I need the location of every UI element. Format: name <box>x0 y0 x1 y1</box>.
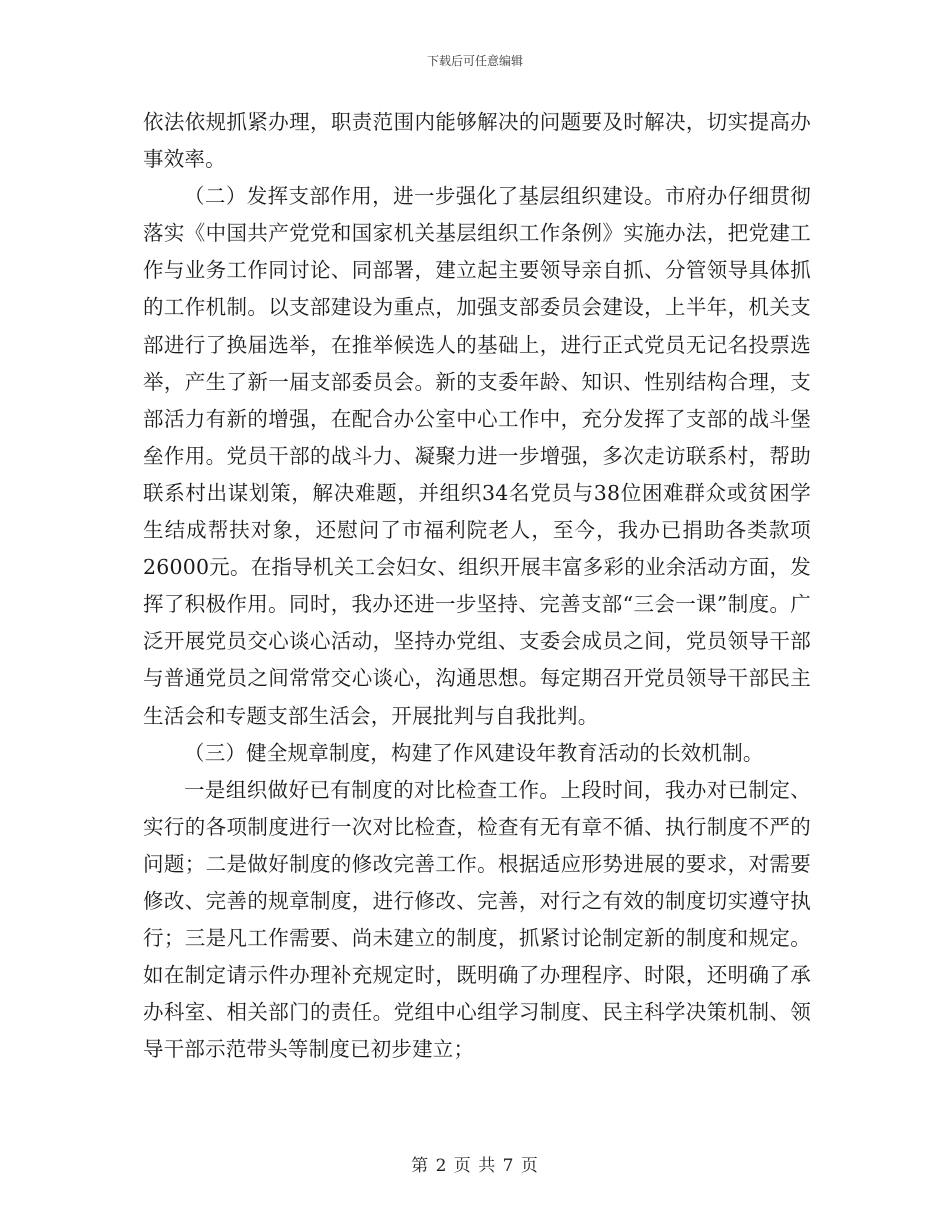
page-number: 第 2 页 共 7 页 <box>411 1156 539 1176</box>
paragraph-continuation: 依法依规抓紧办理，职责范围内能够解决的问题要及时解决，切实提高办事效率。 <box>143 110 811 172</box>
document-body <box>143 104 811 1068</box>
paragraph-section-2: （二）发挥支部作用，进一步强化了基层组织建设。市府办仔细贯彻落实《中国共产党党和国家机关基层组织工作条例》实施办法，把党建工作与业务工作同讨论、同部署，建立起主要领导亲自抓、分管领导具体抓的工作机制。以支部建设为重点，加强支部委员会建设，上半年，机关支部进行了换届选举，在推举候选人的基础上，进行正式党员无记名投票选举，产生了新一届支部委员会。新的支委年龄、知识、性别结构合理，支部活力有新的增强，在配合办公室中心工作中，充分发挥了支部的战斗堡垒作用。党员干部的战斗力、凝聚力进一步增强，多次走访联系村，帮助联系村出谋划策，解决难题，并组织34名党员与38位困难群众或贫困学生结成帮扶对象，还慰问了市福利院老人，至今，我办已捐助各类款项26000元。在指导机关工会妇女、组织开展丰富多彩的业余活动方面，发挥了积极作用。同时，我办还进一步坚持、完善支部“三会一课”制度。广泛开展党员交心谈心活动，坚持办党组、支委会成员之间，党员领导干部与普通党员之间常常交心谈心，沟通思想。每定期召开党员领导干部民主生活会和专题支部生活会，开展批判与自我批判。 <box>143 184 811 728</box>
paragraph-section-3-body: 一是组织做好已有制度的对比检查工作。上段时间，我办对已制定、实行的各项制度进行一次对比检查，检查有无有章不循、执行制度不严的问题；二是做好制度的修改完善工作。根据适应形势进展的要求，对需要修改、完善的规章制度，进行修改、完善，对行之有效的制度切实遵守执行；三是凡工作需要、尚未建立的制度，抓紧讨论制定新的制度和规定。如在制定请示件办理补充规定时，既明确了办理程序、时限，还明确了承办科室、相关部门的责任。党组中心组学习制度、民主科学决策机制、领导干部示范带头等制度已初步建立； <box>143 777 811 1062</box>
paragraph-section-3-heading: （三）健全规章制度，构建了作风建设年教育活动的长效机制。 <box>184 740 764 765</box>
header-note: 下载后可任意编辑 <box>426 54 523 68</box>
